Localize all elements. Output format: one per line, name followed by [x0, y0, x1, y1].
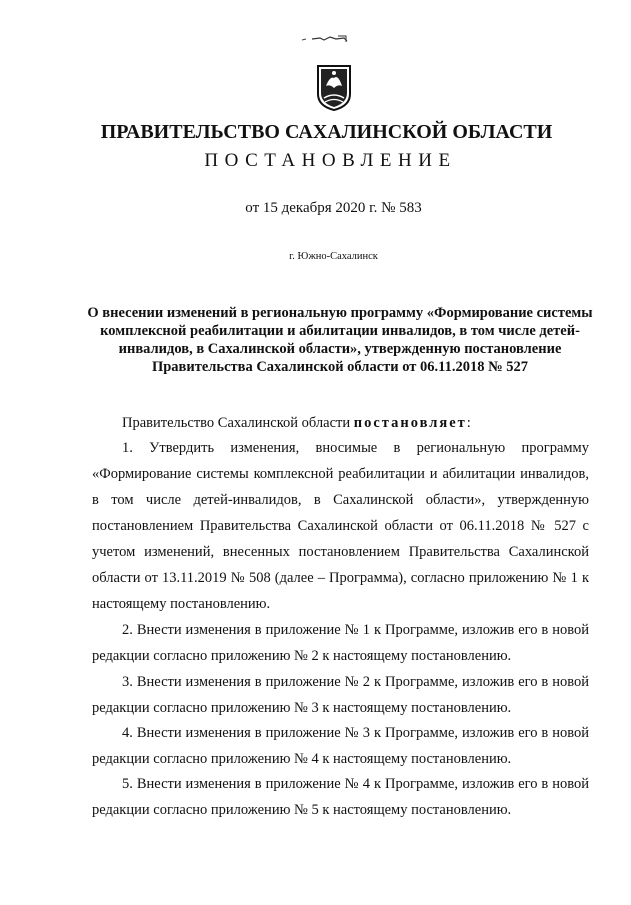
paragraph-2 — [92, 617, 589, 669]
government-title: ПРАВИТЕЛЬСТВО САХАЛИНСКОЙ ОБЛАСТИ — [100, 121, 553, 143]
paragraph-text: 4. Внести изменения в приложение № 3 к Программе, изложив его в новой редакции согласно приложению № 4 к настоящему постановлению. — [92, 725, 589, 767]
paragraph-1 — [92, 435, 589, 617]
paragraph-text: 5. Внести изменения в приложение № 4 к Программе, изложив его в новой редакции согласно приложению № 5 к настоящему постановлению. — [92, 776, 589, 818]
decree-date-number: от 15 декабря 2020 г. № 583 — [245, 200, 422, 216]
document-type: ПОСТАНОВЛЕНИЕ — [204, 150, 457, 171]
paragraph-3 — [92, 669, 589, 721]
paragraph-text: 3. Внести изменения в приложение № 2 к Программе, изложив его в новой редакции согласно приложению № 3 к настоящему постановлению. — [92, 674, 589, 716]
issuing-city: г. Южно-Сахалинск — [289, 251, 378, 262]
intro-suffix: : — [466, 415, 471, 431]
decree-subject: О внесении изменений в региональную программу «Формирование системы комплексной реабилитации и абилитации инвалидов, в том числе детей-инвалидов, в Сахалинской области», утвержденную постановление Правительства Сахалинской области от 06.11.2018 № 527 — [87, 305, 593, 375]
intro-keyword: постановляет — [353, 415, 467, 431]
paragraph-4 — [92, 720, 589, 772]
intro-prefix: Правительство Сахалинской области — [122, 415, 354, 431]
paragraph-text: 1. Утвердить изменения, вносимые в региональную программу «Формирование системы комплексной реабилитации и абилитации инвалидов, в том числе детей-инвалидов, в Сахалинской области», утвержденную постановлением Правительства Сахалинской области от 06.11.2018 № 527 с учетом изменений, внесенных постановлением Правительства Сахалинской области от 13.11.2019 № 508 (далее – Программа), согласно приложению № 1 к настоящему постановлению. — [92, 440, 589, 612]
scan-artifact-mark — [300, 34, 350, 44]
paragraph-5 — [92, 771, 589, 823]
paragraph-text: 2. Внести изменения в приложение № 1 к Программе, изложив его в новой редакции согласно приложению № 2 к настоящему постановлению. — [92, 622, 589, 664]
coat-of-arms-icon — [316, 64, 352, 112]
intro-paragraph — [92, 410, 589, 436]
